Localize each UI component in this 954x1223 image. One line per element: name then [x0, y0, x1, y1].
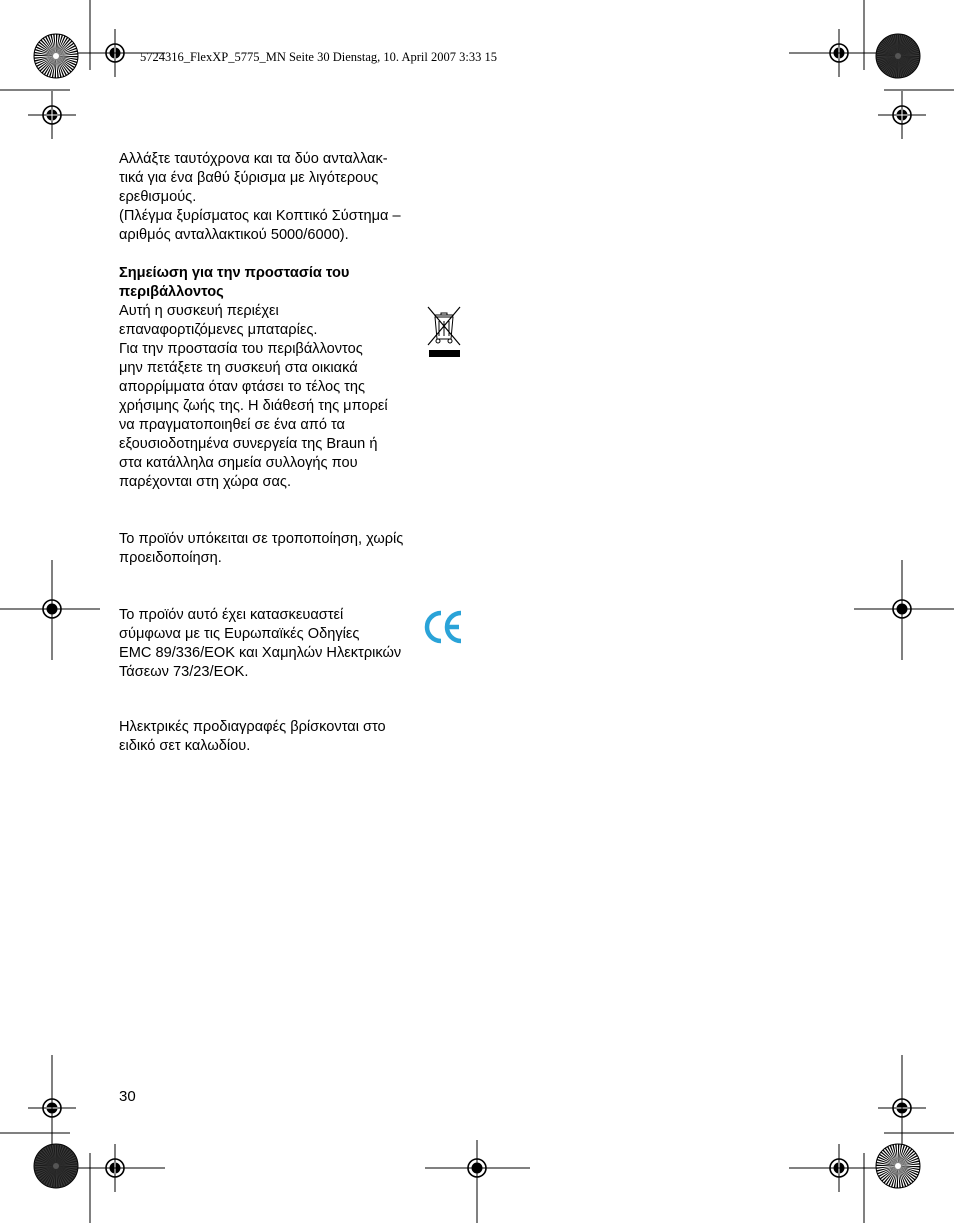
- registration-mark-icon: [878, 91, 926, 139]
- print-header: 5724316_FlexXP_5775_MN Seite 30 Dienstag, 10. April 2007 3:33 15: [140, 50, 497, 64]
- text-line: Το προϊόν αυτό έχει κατασκευαστεί: [119, 607, 344, 623]
- text-line: προειδοποίηση.: [119, 550, 222, 566]
- registration-mark-icon: [91, 29, 139, 77]
- text-line: παρέχονται στη χώρα σας.: [119, 474, 292, 490]
- text-line: Ηλεκτρικές προδιαγραφές βρίσκονται στο: [119, 719, 386, 735]
- crossed-out-wheelie-bin-icon: [423, 303, 465, 361]
- registration-mark-icon: [878, 585, 926, 633]
- registration-mark-icon: [28, 585, 76, 633]
- page-number: 30: [119, 1088, 136, 1105]
- heading-line: Σημείωση για την προστασία του: [119, 265, 350, 281]
- text-line: τικά για ένα βαθύ ξύρισμα με λιγότερους: [119, 170, 379, 186]
- modification-notice: [119, 530, 403, 568]
- text-line: στα κατάλληλα σημεία συλλογής που: [119, 455, 358, 471]
- text-line: Αυτή η συσκευή περιέχει: [119, 303, 279, 319]
- text-line: χρήσιμης ζωής της. Η διάθεσή της μπορεί: [119, 398, 388, 414]
- text-line: αριθμός ανταλλακτικού 5000/6000).: [119, 227, 349, 243]
- text-line: Για την προστασία του περιβάλλοντος: [119, 341, 363, 357]
- text-line: να πραγματοποιηθεί σε ένα από τα: [119, 417, 345, 433]
- text-line: επαναφορτιζόμενες μπαταρίες.: [119, 322, 318, 338]
- text-line: μην πετάξετε τη συσκευή στα οικιακά: [119, 360, 358, 376]
- conformity-paragraph: [119, 606, 401, 682]
- text-line: σύμφωνα με τις Ευρωπαϊκές Οδηγίες: [119, 626, 360, 642]
- text-line: απορρίμματα όταν φτάσει το τέλος της: [119, 379, 366, 395]
- text-line: Τάσεων 73/23/ΕΟΚ.: [119, 664, 249, 680]
- text-line: Αλλάξτε ταυτόχρονα και τα δύο ανταλλακ-: [119, 151, 388, 167]
- text-line: EMC 89/336/EOK και Χαμηλών Ηλεκτρικών: [119, 645, 402, 661]
- electrical-specs-paragraph: [119, 718, 386, 756]
- heading-line: περιβάλλοντος: [119, 284, 224, 300]
- text-line: ερεθισμούς.: [119, 189, 197, 205]
- registration-mark-icon: [815, 1144, 863, 1192]
- color-calibration-wheel-icon: [876, 34, 920, 78]
- color-calibration-wheel-icon: [34, 34, 78, 78]
- ce-mark-icon: [421, 607, 465, 647]
- text-line: ειδικό σετ καλωδίου.: [119, 738, 251, 754]
- registration-mark-icon: [91, 1144, 139, 1192]
- color-calibration-wheel-icon: [876, 1144, 920, 1188]
- registration-mark-icon: [28, 1084, 76, 1132]
- text-line: εξουσιοδοτημένα συνεργεία της Braun ή: [119, 436, 378, 452]
- replacement-parts-paragraph: [119, 150, 401, 245]
- registration-mark-icon: [28, 91, 76, 139]
- text-line: Το προϊόν υπόκειται σε τροποποίηση, χωρίς: [119, 531, 404, 547]
- text-line: (Πλέγμα ξυρίσματος και Κοπτικό Σύστημα –: [119, 208, 401, 224]
- registration-mark-icon: [453, 1144, 501, 1192]
- color-calibration-wheel-icon: [34, 1144, 78, 1188]
- registration-mark-icon: [815, 29, 863, 77]
- registration-mark-icon: [878, 1084, 926, 1132]
- environment-heading: [119, 264, 349, 302]
- environment-paragraph: [119, 302, 388, 492]
